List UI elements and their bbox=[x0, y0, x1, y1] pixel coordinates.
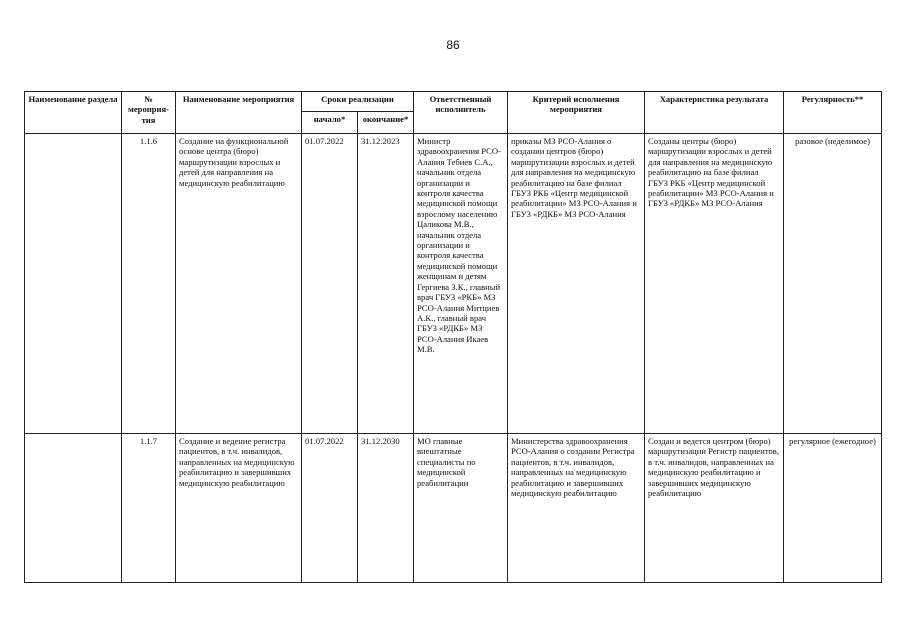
header-start: начало* bbox=[302, 112, 358, 134]
events-table bbox=[24, 91, 882, 583]
cell-end: 31.12.2023 bbox=[358, 134, 414, 434]
header-criterion: Критерий исполнения мероприятия bbox=[508, 92, 645, 134]
cell-section bbox=[25, 134, 122, 434]
header-responsible: Ответственный исполнитель bbox=[414, 92, 508, 134]
header-result: Характеристика результата bbox=[645, 92, 784, 134]
cell-regularity: разовое (неделимое) bbox=[784, 134, 882, 434]
cell-responsible: Министр здравоохранения РСО-Алания Тебиев С.А., начальник отдела организации и контроля качества медицинской помощи взрослому населению Цаликова М.В., начальник отдела организации и контроля качества медицинской помощи женщинам и детям Гергиева З.К., главный врач ГБУЗ «РКБ» МЗ РСО-Алания Митциев А.К., главный врач ГБУЗ «РДКБ» МЗ РСО-Алания Икаев М.В. bbox=[414, 134, 508, 434]
cell-result: Создан и ведется центром (бюро) маршрутизации Регистр пациентов, в т.ч. инвалидов, направленных на медицинскую реабилитацию и завершивших медицинскую реабилитацию bbox=[645, 434, 784, 583]
cell-event-name: Создание на функциональной основе центра (бюро) маршрутизации взрослых и детей для направления на медицинскую реабилитацию bbox=[176, 134, 302, 434]
header-section-name: Наименование раздела bbox=[25, 92, 122, 134]
cell-regularity: регулярное (ежегодное) bbox=[784, 434, 882, 583]
cell-result: Созданы центры (бюро) маршрутизации взрослых и детей для направления на медицинскую реабилитацию на базе филиал ГБУЗ РКБ «Центр медицинской реабилитации» МЗ РСО-Алания и ГБУЗ «РДКБ» МЗ РСО-Алания bbox=[645, 134, 784, 434]
header-event-name: Наименование мероприятия bbox=[176, 92, 302, 134]
table-row bbox=[25, 134, 882, 434]
cell-number: 1.1.6 bbox=[122, 134, 176, 434]
cell-end: 31.12.2030 bbox=[358, 434, 414, 583]
table-row bbox=[25, 434, 882, 583]
header-deadlines: Сроки реализации bbox=[302, 92, 414, 112]
cell-start: 01.07.2022 bbox=[302, 434, 358, 583]
cell-event-name: Создание и ведение регистра пациентов, в т.ч. инвалидов, направленных на медицинскую реабилитацию и завершивших медицинскую реабилитацию bbox=[176, 434, 302, 583]
header-regularity: Регулярность** bbox=[784, 92, 882, 134]
cell-criterion: приказы МЗ РСО-Алания о создании центров (бюро) маршрутизации взрослых и детей для направления на медицинскую реабилитацию на базе филиал ГБУЗ РКБ «Центр медицинской реабилитации» МЗ РСО-Алания и ГБУЗ «РДКБ» МЗ РСО-Алания bbox=[508, 134, 645, 434]
header-row bbox=[25, 92, 882, 112]
cell-responsible: МО главные внештатные специалисты по медицинской реабилитации bbox=[414, 434, 508, 583]
cell-number: 1.1.7 bbox=[122, 434, 176, 583]
header-event-number: № мероприя- тия bbox=[122, 92, 176, 134]
page-number: 86 bbox=[446, 38, 460, 52]
cell-criterion: Министерства здравоохранения РСО-Алания о создании Регистра пациентов, в т.ч. инвалидов, направленных на медицинскую реабилитацию и завершивших медицинскую реабилитацию bbox=[508, 434, 645, 583]
cell-section bbox=[25, 434, 122, 583]
header-end: окончание* bbox=[358, 112, 414, 134]
cell-start: 01.07.2022 bbox=[302, 134, 358, 434]
